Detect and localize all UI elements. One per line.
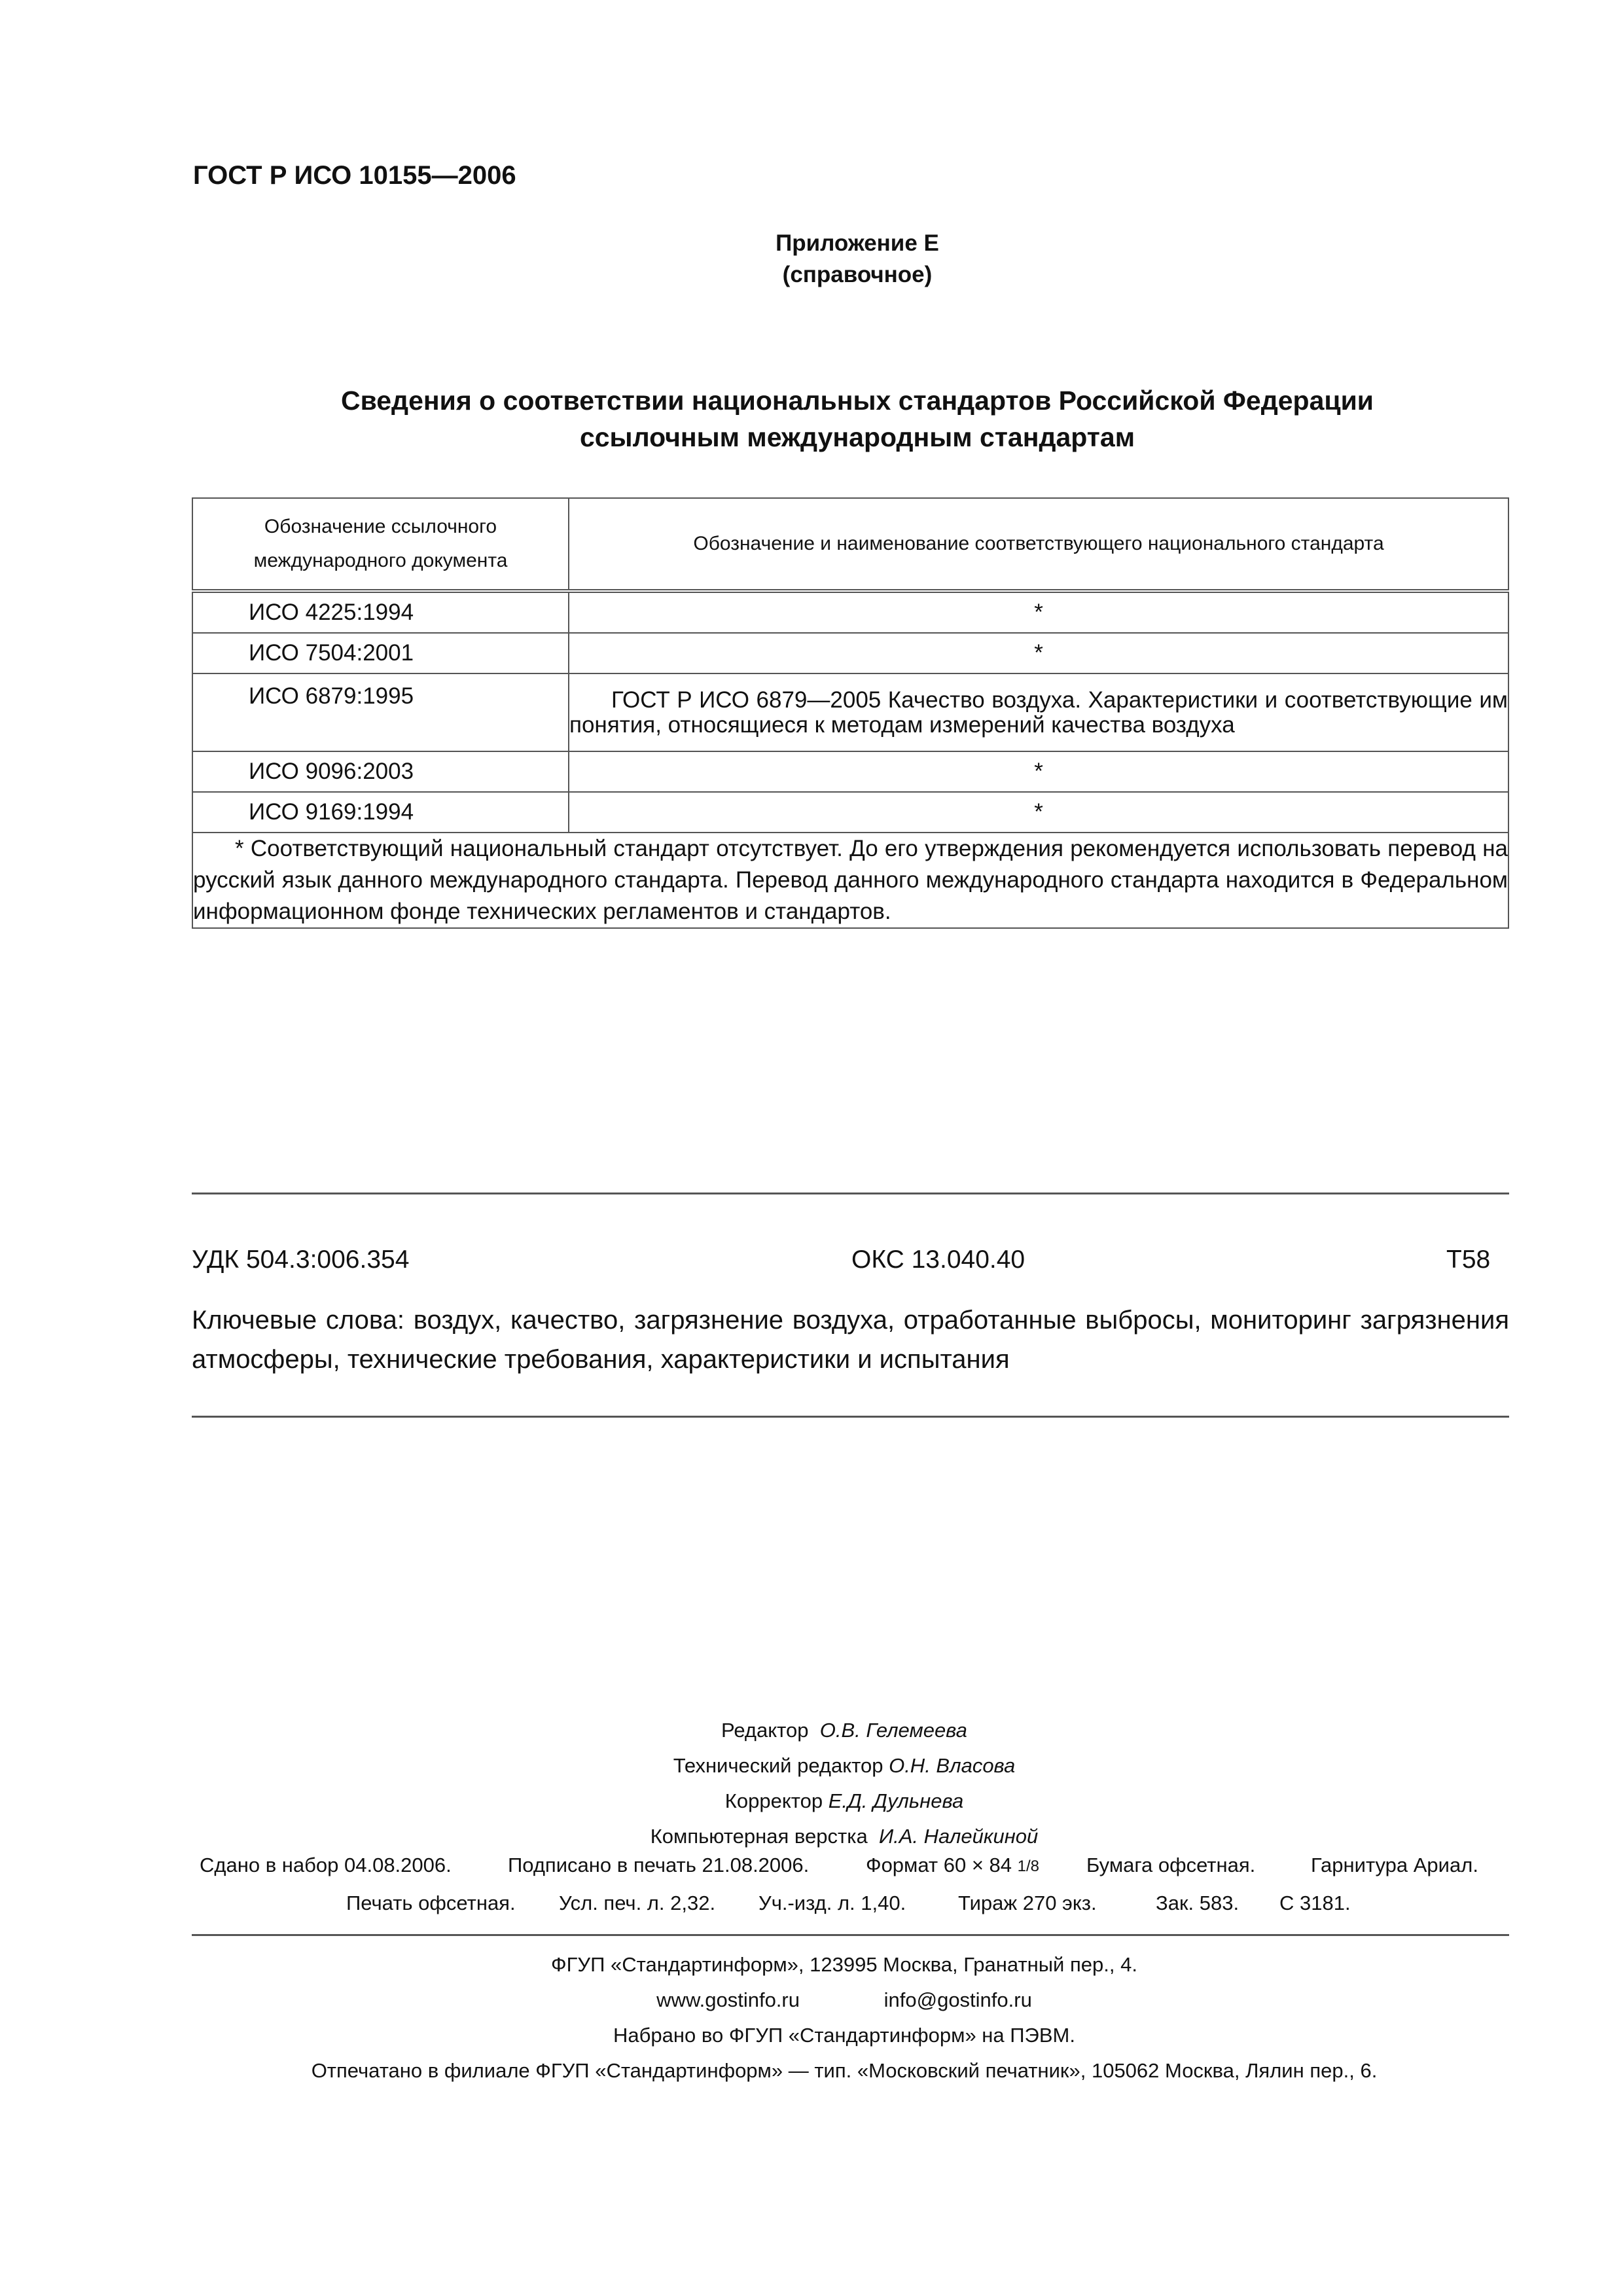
credit-layout [0,1819,1623,1854]
table-row [192,591,1508,633]
header-ref-doc-line1: Обозначение ссылочного [264,516,497,537]
credit-tech-editor-label: Технический редактор [673,1754,883,1777]
format [866,1854,1039,1877]
credit-proofreader-name: Е.Д. Дульнева [828,1789,964,1812]
publisher-address: ФГУП «Стандартинформ», 123995 Москва, Гранатный пер., 4. [551,1953,1137,1976]
ref-doc-cell: ИСО 9169:1994 [192,792,569,833]
divider-top [192,1193,1509,1194]
table-header-row [192,498,1508,591]
divider-middle [192,1416,1509,1418]
national-std-cell: * [569,751,1508,792]
section-title-line1: Сведения о соответствии национальных стандартов Российской Федерации [340,386,1374,416]
credit-tech-editor-name: О.Н. Власова [889,1754,1016,1777]
typeset-date: Сдано в набор 04.08.2006. [200,1854,452,1876]
credit-proofreader [0,1784,1623,1819]
publisher-email: info@gostinfo.ru [883,1988,1032,2011]
ref-doc-cell: ИСО 9096:2003 [192,751,569,792]
publisher-printed: Отпечатано в филиале ФГУП «Стандартинформ» — тип. «Московский печатник», 105062 Москва, Лялин пер., 6. [311,2059,1378,2082]
table-footnote-row [192,833,1508,928]
section-title-line2: ссылочным международным стандартам [579,422,1135,452]
font-name: Гарнитура Ариал. [1311,1854,1478,1876]
paper-type: Бумага офсетная. [1086,1854,1256,1876]
credit-editor [0,1713,1623,1748]
publisher-block [0,1947,1623,2089]
table-footnote: * Соответствующий национальный стандарт отсутствует. До его утверждения рекомендуется использовать перевод на русский язык данного международного стандарта. Перевод данного международного стандарта находится в Федеральном информационном фонде технических регламентов и стандартов. [192,833,1508,928]
signed-date: Подписано в печать 21.08.2006. [508,1854,810,1876]
credit-tech-editor [0,1748,1623,1784]
table-row [192,633,1508,673]
udc-code: УДК 504.3:006.354 [192,1246,410,1274]
table-row [192,792,1508,833]
printing-method: Печать офсетная. [346,1892,516,1914]
section-title [0,382,1623,456]
credit-proofreader-label: Корректор [724,1789,823,1812]
order-number: Зак. 583. [1156,1892,1240,1914]
header-national-std: Обозначение и наименование соответствующего национального стандарта [569,498,1508,591]
publisher-typeset: Набрано во ФГУП «Стандартинформ» на ПЭВМ. [613,2024,1075,2047]
credit-editor-name: О.В. Гелемеева [819,1719,967,1742]
publication-sheets: Уч.-изд. л. 1,40. [758,1892,906,1914]
credit-layout-label: Компьютерная верстка [650,1825,868,1848]
header-ref-doc [192,498,569,591]
table-row [192,673,1508,751]
ref-doc-cell: ИСО 7504:2001 [192,633,569,673]
table-row [192,751,1508,792]
group-code: Т58 [1446,1246,1491,1274]
credits-block [0,1713,1623,1854]
format-label: Формат 60 × 84 [866,1854,1012,1876]
ref-doc-cell: ИСО 6879:1995 [192,673,569,751]
ref-doc-cell: ИСО 4225:1994 [192,591,569,633]
code-number: С 3181. [1279,1892,1351,1914]
appendix-label: Приложение Е [776,230,939,256]
publisher-website: www.gostinfo.ru [656,1988,800,2011]
national-std-cell: ГОСТ Р ИСО 6879—2005 Качество воздуха. Характеристики и соответствующие им понятия, относящиеся к методам измерений качества воздуха [569,673,1508,751]
keywords: Ключевые слова: воздух, качество, загрязнение воздуха, отработанные выбросы, мониторинг загрязнения атмосферы, технические требования, характеристики и испытания [192,1306,1509,1374]
oks-code: ОКС 13.040.40 [851,1246,1026,1274]
print-sheets: Усл. печ. л. 2,32. [559,1892,716,1914]
header-ref-doc-line2: международного документа [253,550,508,571]
credit-editor-label: Редактор [721,1719,809,1742]
national-std-cell: * [569,792,1508,833]
reference-table [192,497,1509,929]
national-std-cell: * [569,591,1508,633]
circulation: Тираж 270 экз. [958,1892,1097,1914]
document-code: ГОСТ Р ИСО 10155—2006 [193,161,516,190]
credit-layout-name: И.А. Налейкиной [878,1825,1039,1848]
national-std-cell: * [569,633,1508,673]
divider-bottom [192,1934,1509,1936]
publisher-contacts [0,1982,1623,2018]
appendix-type: (справочное) [782,262,933,287]
format-fraction: 1/8 [1017,1857,1040,1875]
